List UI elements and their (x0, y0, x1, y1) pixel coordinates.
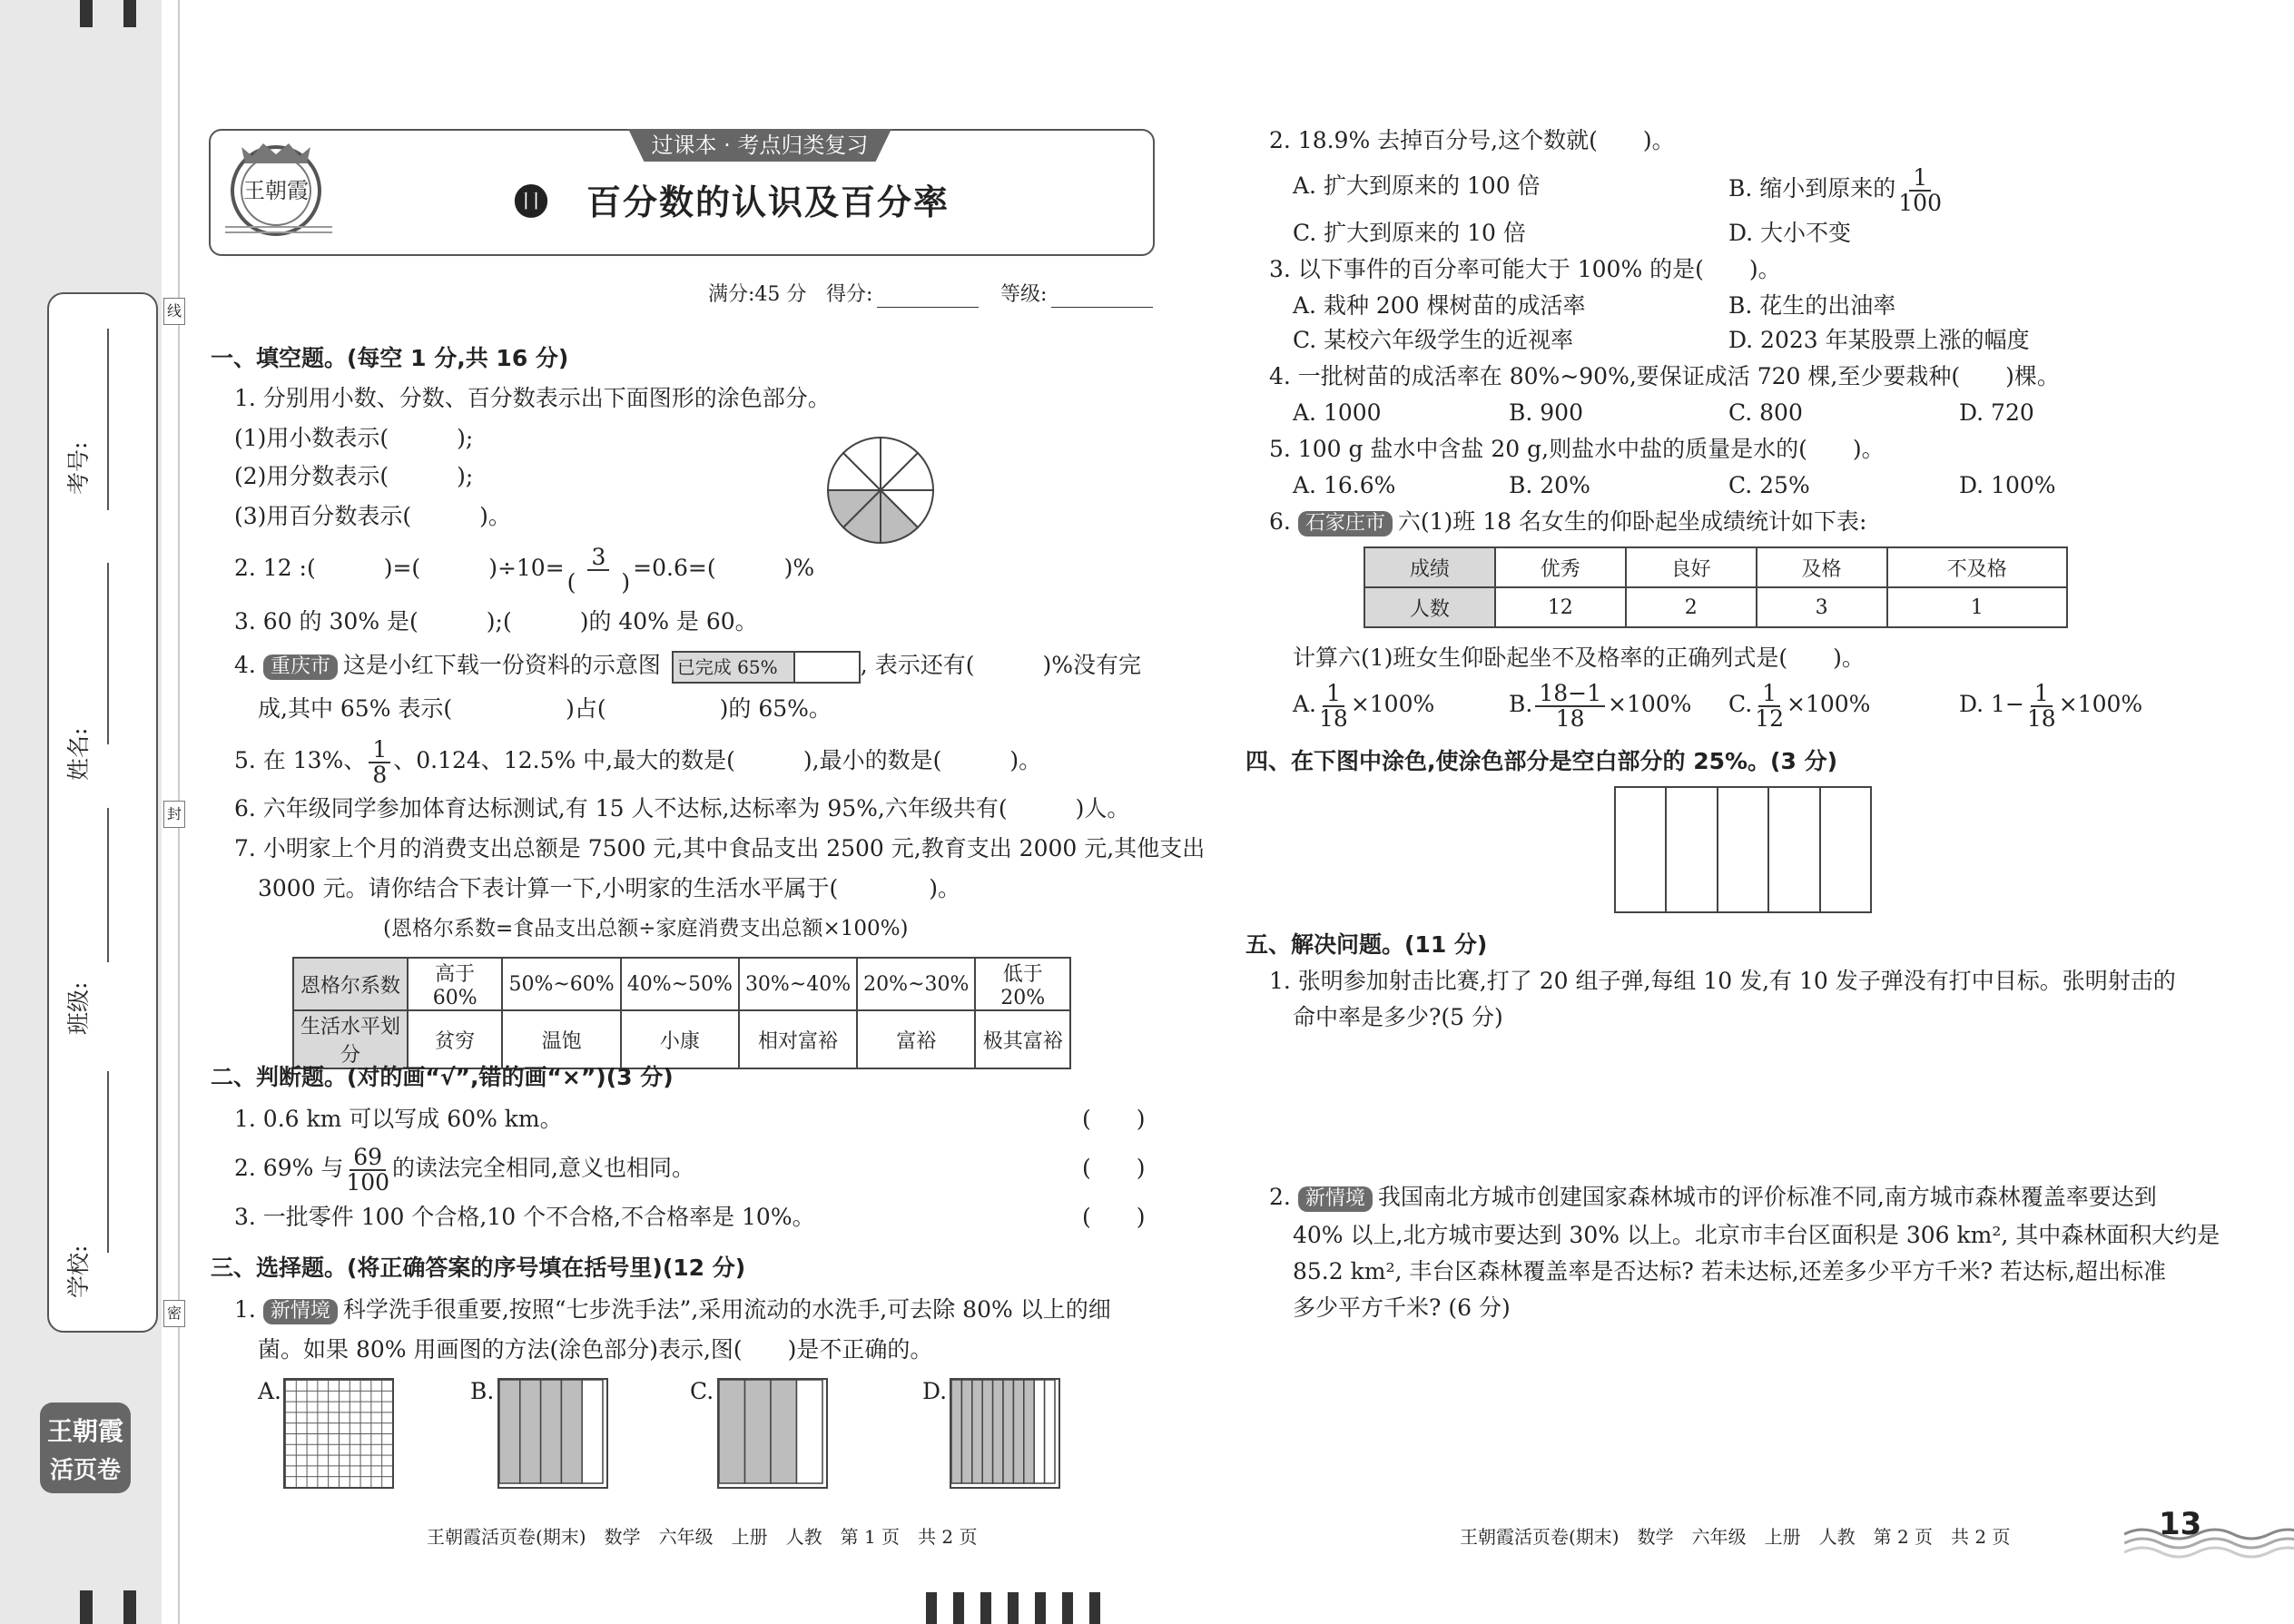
choice-1: 1. 新情境 科学洗手很重要,按照“七步洗手法”,采用流动的水洗手,可去除 80% 以上的细 (234, 1296, 1111, 1323)
choice-6: 6. 石家庄市 六(1)班 18 名女生的仰卧起坐成绩统计如下表: (1269, 508, 1867, 535)
grid-column (719, 1380, 745, 1483)
section-1-heading: 一、填空题。(每空 1 分,共 16 分) (211, 345, 569, 371)
problem-2-tag: 新情境 (1298, 1186, 1373, 1212)
pie-figure (824, 434, 937, 550)
exam-no-field[interactable] (107, 329, 109, 510)
table-cell: 2 (1626, 587, 1757, 627)
choice-4-c: C. 800 (1728, 399, 1803, 426)
q2-part1: 2. 12 :( )=( )÷10= (234, 555, 565, 581)
q2-text (234, 541, 814, 595)
grid-column (951, 1380, 961, 1483)
choice-6-a: A. $\frac{1}{18}$ ×100% (1293, 679, 1435, 732)
judge-3: 3. 一批零件 100 个合格,10 个不合格,不合格率是 10%。 (234, 1204, 815, 1230)
rect-part[interactable] (1718, 788, 1769, 911)
option-b-label: B. (470, 1378, 495, 1404)
section-5-heading: 五、解决问题。(11 分) (1245, 931, 1488, 958)
logo (225, 136, 332, 243)
choice-3-c: C. 某校六年级学生的近视率 (1293, 327, 1574, 353)
choice-6-tag: 石家庄市 (1298, 511, 1393, 536)
choice-6-c: C. $\frac{1}{12}$ ×100% (1728, 679, 1871, 732)
table-cell: 3 (1757, 587, 1887, 627)
option-b-grid (497, 1378, 608, 1489)
svg-text:王朝霞: 王朝霞 (243, 178, 309, 203)
option-a-grid (283, 1378, 394, 1489)
choice-6-b-fraction: $\frac{18-1}{18}$ (1535, 682, 1605, 731)
page-wave (2124, 1507, 2294, 1565)
choice-6-d-fraction: $\frac{1}{18}$ (2026, 679, 2056, 732)
problem-2-line2: 40% 以上,北方城市要达到 30% 以上。北京市丰台区面积是 306 km², 其中森林面积大约是 (1293, 1222, 2220, 1248)
lesson-number: ⓫ (514, 182, 549, 222)
brand-name: 王朝霞 (46, 1416, 123, 1446)
grid-column (982, 1380, 992, 1483)
q1-fraction: (2)用分数表示( ); (234, 463, 474, 489)
school-field[interactable] (107, 1071, 109, 1253)
table-row (1364, 587, 2067, 627)
brand-badge (40, 1403, 131, 1493)
grid-column (561, 1380, 582, 1483)
choice-2: 2. 18.9% 去掉百分号,这个数就( )。 (1269, 127, 1675, 153)
choice-2-b: B. 缩小到原来的 $\frac{1}{100}$ (1728, 163, 1942, 216)
name-label: 姓名: (65, 727, 92, 781)
table-cell: 12 (1495, 587, 1626, 627)
school-label: 学校: (65, 1245, 92, 1298)
footer-right: 王朝霞活页卷(期末) 数学 六年级 上册 人教 第 2 页 共 2 页 (1460, 1526, 2011, 1548)
table-cell: 恩格尔系数 (293, 958, 408, 1010)
option-c-label: C. (690, 1378, 714, 1404)
seal-mark-secret: 密 (163, 1300, 185, 1327)
coloring-rectangle[interactable] (1614, 786, 1872, 913)
table-cell: 富裕 (857, 1010, 975, 1068)
progress-label: 已完成 65% (676, 655, 778, 678)
problem-2: 2. 新情境 我国南北方城市创建国家森林城市的评价标准不同,南方城市森林覆盖率要达到 (1269, 1184, 2157, 1210)
q6-text: 6. 六年级同学参加体育达标测试,有 15 人不达标,达标率为 95%,六年级共有( )人。 (234, 795, 1130, 822)
choice-2-b-fraction: $\frac{1}{100}$ (1898, 163, 1942, 216)
judge-3-answer[interactable]: ( ) (1082, 1204, 1146, 1230)
score-label: 得分: (826, 283, 873, 306)
grid-column (520, 1380, 541, 1483)
edge-mark (123, 1590, 136, 1624)
choice-2-d: D. 大小不变 (1728, 220, 1852, 246)
choice-3: 3. 以下事件的百分率可能大于 100% 的是( )。 (1269, 256, 1781, 282)
grade-label: 等级: (1000, 283, 1048, 306)
section-4-heading: 四、在下图中涂色,使涂色部分是空白部分的 25%。(3 分) (1245, 748, 1837, 774)
problem-1-cont: 命中率是多少?(5 分) (1293, 1004, 1503, 1030)
score-field[interactable] (877, 307, 979, 308)
table-cell: 40%~50% (621, 958, 739, 1010)
choice-1-cont: 菌。如果 80% 用画图的方法(涂色部分)表示,图( )是不正确的。 (258, 1336, 933, 1363)
edge-mark (80, 1590, 93, 1624)
page-title: 百分数的认识及百分率 (586, 182, 950, 222)
table-row (293, 958, 1070, 1010)
choice-5-d: D. 100% (1959, 472, 2056, 498)
option-d-grid (950, 1378, 1060, 1489)
grid-column (745, 1380, 772, 1483)
choice-3-d: D. 2023 年某股票上涨的幅度 (1728, 327, 2030, 353)
table-cell: 生活水平划分 (293, 1010, 408, 1068)
grid-column (1003, 1380, 1013, 1483)
choice-1-tag: 新情境 (263, 1299, 338, 1324)
table-cell: 50%~60% (502, 958, 620, 1010)
q4-region-tag: 重庆市 (263, 655, 338, 680)
engel-table (292, 957, 1071, 1069)
problem-2-line3: 85.2 km², 丰台区森林覆盖率是否达标? 若未达标,还差多少平方千米? 若达标,超出标准 (1293, 1258, 2166, 1284)
rect-part[interactable] (1769, 788, 1820, 911)
table-cell: 高于 60% (408, 958, 503, 1010)
table-cell: 成绩 (1364, 547, 1495, 587)
table-cell: 及格 (1757, 547, 1887, 587)
edge-mark (1035, 1592, 1046, 1624)
exam-no-label: 考号: (65, 441, 92, 495)
q4-text: 4. 重庆市 这是小红下载一份资料的示意图 已完成 65% , 表示还有( )%没有完 (234, 650, 1141, 684)
section-2-heading: 二、判断题。(对的画“√”,错的画“×”)(3 分) (211, 1064, 674, 1090)
judge-2-fraction: $\frac{69}{100}$ (346, 1143, 390, 1196)
q1-text: 1. 分别用小数、分数、百分数表示出下面图形的涂色部分。 (234, 385, 831, 411)
full-score: 满分:45 分 (708, 283, 807, 306)
name-field[interactable] (107, 563, 109, 744)
choice-5-b: B. 20% (1509, 472, 1590, 498)
edge-mark (1008, 1592, 1019, 1624)
option-a-label: A. (258, 1378, 282, 1404)
q5-fraction: $\frac{1}{8}$ (369, 738, 390, 787)
table-cell: 贫穷 (408, 1010, 503, 1068)
choice-6-c-fraction: $\frac{1}{12}$ (1755, 679, 1784, 732)
rect-part[interactable] (1667, 788, 1718, 911)
q2-part2: =0.6=( )% (633, 555, 815, 581)
situp-table (1364, 546, 2068, 628)
section-3-heading: 三、选择题。(将正确答案的序号填在括号里)(12 分) (211, 1255, 746, 1281)
edge-mark (123, 0, 136, 27)
choice-6-a-fraction: $\frac{1}{18}$ (1319, 679, 1348, 732)
table-cell: 低于 20% (975, 958, 1070, 1010)
grid-column (1034, 1380, 1044, 1483)
progress-bar (672, 651, 861, 684)
choice-5: 5. 100 g 盐水中含盐 20 g,则盐水中盐的质量是水的( )。 (1269, 436, 1885, 462)
table-cell: 极其富裕 (975, 1010, 1070, 1068)
edge-mark (926, 1592, 937, 1624)
grid-column (972, 1380, 982, 1483)
choice-6-d: D. 1− $\frac{1}{18}$ ×100% (1959, 679, 2143, 732)
choice-5-c: C. 25% (1728, 472, 1810, 498)
choice-4-b: B. 900 (1509, 399, 1583, 426)
option-c-grid (717, 1378, 828, 1489)
choice-3-b: B. 花生的出油率 (1728, 292, 1896, 319)
table-cell: 人数 (1364, 587, 1495, 627)
table-cell: 温饱 (502, 1010, 620, 1068)
grade-field[interactable] (1051, 307, 1153, 308)
table-row (293, 1010, 1070, 1068)
table-cell: 相对富裕 (739, 1010, 857, 1068)
choice-4-d: D. 720 (1959, 399, 2034, 426)
grid-column (1024, 1380, 1034, 1483)
problem-2-line4: 多少平方千米? (6 分) (1293, 1294, 1511, 1321)
page-number: 13 (2159, 1506, 2202, 1542)
option-d-label: D. (922, 1378, 948, 1404)
edge-mark (1089, 1592, 1100, 1624)
table-cell: 良好 (1626, 547, 1757, 587)
q4-text-cont: 成,其中 65% 表示( )占( )的 65%。 (258, 695, 832, 722)
choice-5-a: A. 16.6% (1293, 472, 1396, 498)
table-cell: 小康 (621, 1010, 739, 1068)
choice-6-b: B. $\frac{18-1}{18}$ ×100% (1509, 679, 1692, 732)
problem-1: 1. 张明参加射击比赛,打了 20 组子弹,每组 10 发,有 10 发子弹没有打中目标。张明射击的 (1269, 968, 2176, 994)
q2-fraction: 3 ( ) (566, 543, 631, 595)
grid-column (961, 1380, 971, 1483)
q7-text: 7. 小明家上个月的消费支出总额是 7500 元,其中食品支出 2500 元,教育支出 2000 元,其他支出 (234, 835, 1206, 861)
brand-subtitle: 活页卷 (49, 1457, 121, 1484)
grid-column (797, 1380, 823, 1483)
judge-2: 2. 69% 与 $\frac{69}{100}$ 的读法完全相同,意义也相同。 (234, 1143, 694, 1196)
grid-column (499, 1380, 520, 1483)
judge-1: 1. 0.6 km 可以写成 60% km。 (234, 1106, 563, 1132)
edge-mark (953, 1592, 964, 1624)
judge-2-answer[interactable]: ( ) (1082, 1155, 1146, 1181)
class-field[interactable] (107, 808, 109, 962)
q5-text: 5. 在 13%、 $\frac{1}{8}$ 、0.124、12.5% 中,最大的数是( ),最小的数是( )。 (234, 735, 1042, 788)
q1-percent: (3)用百分数表示( )。 (234, 503, 511, 529)
grid-column (1045, 1380, 1055, 1483)
rect-part[interactable] (1821, 788, 1870, 911)
class-label: 班级: (65, 981, 92, 1035)
grid-column (771, 1380, 797, 1483)
grid-column (1013, 1380, 1023, 1483)
table-cell: 优秀 (1495, 547, 1626, 587)
choice-3-a: A. 栽种 200 棵树苗的成活率 (1293, 292, 1586, 319)
edge-mark (1062, 1592, 1073, 1624)
rect-part[interactable] (1616, 788, 1667, 911)
header-band-text: 过课本 · 考点归类复习 (651, 133, 869, 158)
footer-left: 王朝霞活页卷(期末) 数学 六年级 上册 人教 第 1 页 共 2 页 (427, 1526, 978, 1548)
q7-text-cont: 3000 元。请你结合下表计算一下,小明家的生活水平属于( )。 (258, 875, 961, 901)
grid-column (541, 1380, 562, 1483)
q3-text: 3. 60 的 30% 是( );( )的 40% 是 60。 (234, 608, 758, 635)
grid-column (582, 1380, 603, 1483)
edge-mark (980, 1592, 991, 1624)
table-cell: 30%~40% (739, 958, 857, 1010)
table-cell: 1 (1887, 587, 2068, 627)
seal-mark-line: 线 (163, 298, 185, 325)
choice-2-c: C. 扩大到原来的 10 倍 (1293, 220, 1526, 246)
grid-column (993, 1380, 1003, 1483)
choice-4: 4. 一批树苗的成活率在 80%~90%,要保证成活 720 棵,至少要栽种( )棵。 (1269, 363, 2060, 389)
q7-formula: (恩格尔系数=食品支出总额÷家庭消费支出总额×100%) (383, 917, 909, 940)
edge-mark (80, 0, 93, 27)
choice-2-a: A. 扩大到原来的 100 倍 (1293, 172, 1541, 199)
seal-mark-seal: 封 (163, 801, 185, 828)
table-row (1364, 547, 2067, 587)
choice-6-question: 计算六(1)班女生仰卧起坐不及格率的正确列式是( )。 (1293, 645, 1865, 671)
q1-decimal: (1)用小数表示( ); (234, 425, 474, 451)
judge-1-answer[interactable]: ( ) (1082, 1106, 1146, 1132)
table-cell: 不及格 (1887, 547, 2068, 587)
table-cell: 20%~30% (857, 958, 975, 1010)
choice-4-a: A. 1000 (1293, 399, 1382, 426)
